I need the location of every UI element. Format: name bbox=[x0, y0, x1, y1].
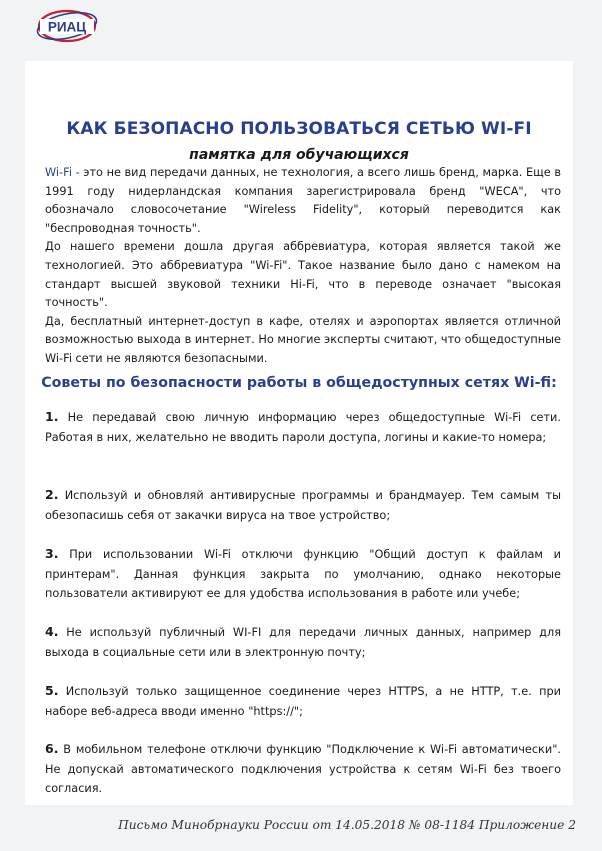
tip-item bbox=[45, 485, 561, 525]
tip-item bbox=[45, 544, 561, 604]
wifi-term: Wi-Fi - bbox=[45, 166, 80, 179]
intro-paragraph-1-text: это не вид передачи данных, не технология, а всего лишь бренд, марка. Еще в 1991 году нидерландская компания зарегистрировала бренд "WECA", что обозначало словосочетание "Wireless Fidelity", который переводится как "беспроводная точность". bbox=[45, 166, 562, 235]
tip-number: 4. bbox=[45, 624, 59, 639]
page-title: КАК БЕЗОПАСНО ПОЛЬЗОВАТЬСЯ СЕТЬЮ WI-FI bbox=[66, 119, 532, 139]
riac-logo bbox=[30, 6, 108, 46]
tip-text: Используй только защищенное соединение через HTTPS, а не HTTP, т.е. при наборе веб-адреса вводи именно "https://"; bbox=[45, 685, 561, 718]
tip-number: 5. bbox=[45, 683, 59, 698]
tip-text: Не передавай свою личную информацию через общедоступные Wi-Fi сети. Работая в них, желательно не вводить пароли доступа, логины и какие-то номера; bbox=[45, 411, 561, 444]
tip-item bbox=[45, 622, 561, 662]
tip-number: 3. bbox=[45, 546, 59, 561]
tip-text: В мобильном телефоне отключи функцию "Подключение к Wi-Fi автоматически". Не допускай автоматического подключения устройства к сетям Wi-Fi без твоего согласия. bbox=[45, 743, 561, 795]
tips-heading: Советы по безопасности работы в общедоступных сетях Wi-fi: bbox=[41, 375, 557, 391]
tip-number: 6. bbox=[45, 741, 59, 756]
tip-number: 1. bbox=[45, 409, 59, 424]
page-subtitle: памятка для обучающихся bbox=[189, 147, 409, 163]
intro-paragraph-1 bbox=[45, 164, 561, 238]
tip-text: Не используй публичный WI-FI для передачи личных данных, например для выхода в социальные сети или в электронную почту; bbox=[45, 626, 561, 659]
tip-text: Используй и обновляй антивирусные программы и брандмауер. Тем самым ты обезопасишь себя от закачки вируса на твое устройство; bbox=[45, 489, 561, 522]
logo-emblem bbox=[30, 6, 108, 46]
footer-reference: Письмо Минобрнауки России от 14.05.2018 № 08-1184 Приложение 2 bbox=[118, 818, 576, 832]
document-page bbox=[25, 61, 573, 805]
intro-paragraph-2: До нашего времени дошла другая аббревиатура, которая является такой же технологией. Это аббревиатура "Wi-Fi". Такое название было дано с намеком на стандарт высшей звуковой техники Hi-Fi, что в переводе означает "высокая точность". bbox=[45, 240, 561, 310]
logo-text: РИАЦ bbox=[47, 19, 87, 35]
intro-text bbox=[45, 164, 561, 369]
intro-paragraph-3: Да, бесплатный интернет-доступ в кафе, отелях и аэропортах является отличной возможностью выхода в интернет. Но многие эксперты считают, что общедоступные Wi-Fi сети не являются безопасными. bbox=[45, 314, 561, 365]
tip-item bbox=[45, 681, 561, 721]
tip-item bbox=[45, 739, 561, 799]
tip-number: 2. bbox=[45, 487, 59, 502]
tip-item bbox=[45, 407, 561, 447]
tip-text: При использовании Wi-Fi отключи функцию "Общий доступ к файлам и принтерам". Данная функция закрыта по умолчанию, однако некоторые пользователи активируют ее для удобства использования в работе или учебе; bbox=[45, 548, 561, 600]
